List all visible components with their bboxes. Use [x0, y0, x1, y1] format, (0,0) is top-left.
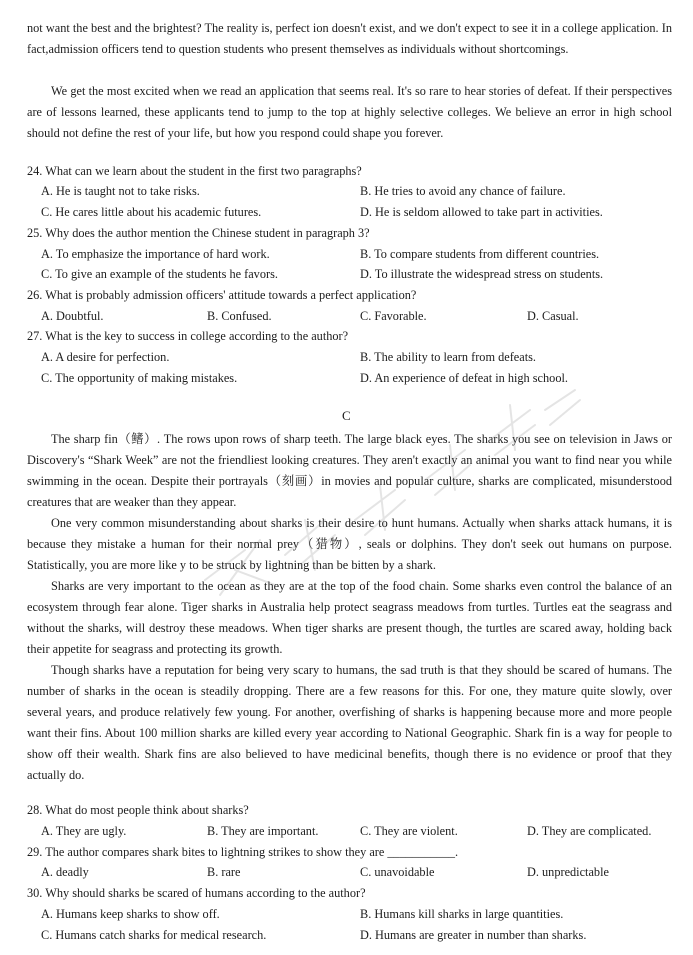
option-26-a: A. Doubtful.: [41, 309, 104, 323]
question-24-stem: 24. What can we learn about the student in the first two paragraphs?: [27, 164, 362, 178]
option-25-b: B. To compare students from different countries.: [360, 247, 600, 261]
option-28-d: D. They are complicated.: [527, 824, 652, 838]
option-25-c: C. To give an example of the students he favors.: [41, 267, 278, 281]
option-30-b: B. Humans kill sharks in large quantities.: [360, 907, 564, 921]
section-c-heading: C: [342, 408, 351, 423]
passage-c-paragraph: Sharks are very important to the ocean as they are at the top of the food chain. Some sharks even control the balance of an ecosystem through fear alone. Tiger sharks in Australia help protect seagrass meadows from turtles. Turtles eat the seagrass and without the sharks, will destroy these meadows. When tiger sharks are present though, the turtles are scared away, holding back their appetite for seagrass and protecting its growth.: [27, 579, 672, 656]
question-26-stem: 26. What is probably admission officers' attitude towards a perfect application?: [27, 288, 417, 302]
option-27-b: B. The ability to learn from defeats.: [360, 350, 536, 364]
option-24-a: A. He is taught not to take risks.: [41, 184, 200, 198]
passage-c-paragraph: Though sharks have a reputation for being very scary to humans, the sad truth is that they should be scared of humans. The number of sharks in the ocean is steadily dropping. There are a few reasons for this. For one, they mature quite slowly, over several years, and produce relatively few young. For another, overfishing of sharks is happening because more and more people want their fins. About 100 million sharks are killed every year according to National Geographic. Shark fin is a way for people to show off their wealth. Shark fins are also believed to have medicinal benefits, though there is no evidence or proof that they actually do.: [27, 663, 672, 782]
question-29-stem: 29. The author compares shark bites to lightning strikes to show they are ___________.: [27, 845, 459, 859]
question-30-stem: 30. Why should sharks be scared of humans according to the author?: [27, 886, 366, 900]
option-29-d: D. unpredictable: [527, 865, 609, 879]
option-28-b: B. They are important.: [207, 824, 319, 838]
option-27-d: D. An experience of defeat in high school.: [360, 371, 568, 385]
question-25-stem: 25. Why does the author mention the Chinese student in paragraph 3?: [27, 226, 370, 240]
option-29-c: C. unavoidable: [360, 865, 435, 879]
passage-b-paragraph: We get the most excited when we read an application that seems real. It's so rare to hear stories of defeat. If their perspectives are of lessons learned, these applicants tend to jump to the top at highly selective colleges. We believe an error in high school should not define the rest of your life, but how you respond could shape you forever.: [27, 84, 672, 140]
option-26-b: B. Confused.: [207, 309, 272, 323]
option-24-d: D. He is seldom allowed to take part in activities.: [360, 205, 603, 219]
option-25-d: D. To illustrate the widespread stress on students.: [360, 267, 604, 281]
passage-b-paragraph: not want the best and the brightest? The reality is, perfect ion doesn't exist, and we don't expect to see it in a college application. In fact,admission officers tend to question students who present themselves as individuals without shortcomings.: [27, 21, 672, 56]
option-24-b: B. He tries to avoid any chance of failure.: [360, 184, 566, 198]
option-29-a: A. deadly: [41, 865, 89, 879]
option-25-a: A. To emphasize the importance of hard work.: [41, 247, 270, 261]
passage-c-paragraph: One very common misunderstanding about sharks is their desire to hunt humans. Actually when sharks attack humans, it is because they mistake a human for their normal prey（猎物）, seals or dolphins. They don't seek out humans on purpose. Statistically, you are more like y to be struck by lightning than be bitten by a shark.: [27, 516, 672, 572]
question-27-stem: 27. What is the key to success in college according to the author?: [27, 329, 349, 343]
option-30-a: A. Humans keep sharks to show off.: [41, 907, 220, 921]
option-24-c: C. He cares little about his academic futures.: [41, 205, 262, 219]
option-28-c: C. They are violent.: [360, 824, 458, 838]
option-27-a: A. A desire for perfection.: [41, 350, 170, 364]
option-30-d: D. Humans are greater in number than sharks.: [360, 928, 587, 942]
option-28-a: A. They are ugly.: [41, 824, 127, 838]
option-27-c: C. The opportunity of making mistakes.: [41, 371, 238, 385]
option-29-b: B. rare: [207, 865, 241, 879]
question-28-stem: 28. What do most people think about sharks?: [27, 803, 249, 817]
passage-c-paragraph: The sharp fin（鳍）. The rows upon rows of sharp teeth. The large black eyes. The sharks you see on television in Jaws or Discovery's “Shark Week” are not the friendliest looking creatures. They aren't exactly an animal you want to find near you while swimming in the ocean. Despite their portrayals（刻画）in movies and popular culture, sharks are complicated, misunderstood creatures that are weaker than they appear.: [27, 432, 672, 509]
option-26-c: C. Favorable.: [360, 309, 427, 323]
option-26-d: D. Casual.: [527, 309, 579, 323]
option-30-c: C. Humans catch sharks for medical research.: [41, 928, 267, 942]
